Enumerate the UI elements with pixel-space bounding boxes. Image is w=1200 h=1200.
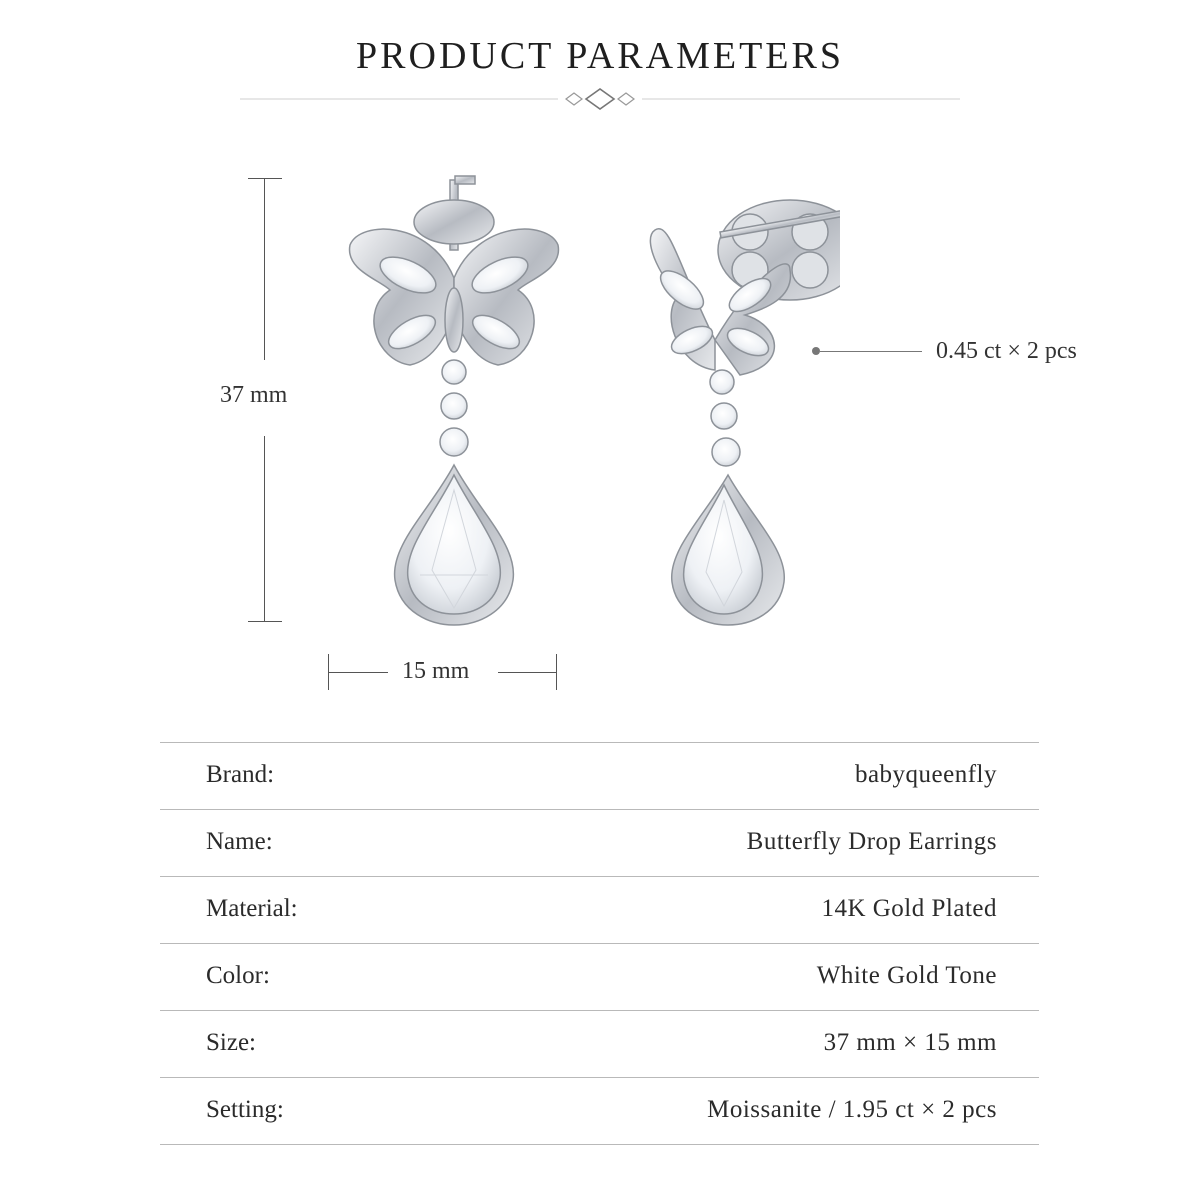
parameters-table	[160, 742, 1039, 1145]
page-title: PRODUCT PARAMETERS	[356, 35, 844, 77]
param-label: Size:	[206, 1029, 256, 1056]
param-label: Name:	[206, 828, 273, 855]
param-row-color	[160, 943, 1039, 1010]
width-dimension-cap-right	[556, 654, 557, 690]
param-value: White Gold Tone	[816, 962, 997, 989]
width-dimension-line-left	[328, 672, 388, 673]
width-dimension-label: 15 mm	[396, 658, 475, 685]
param-label: Setting:	[206, 1096, 284, 1123]
param-label: Color:	[206, 962, 270, 989]
stone-callout-line	[820, 351, 922, 352]
height-dimension-label: 37 mm	[214, 382, 293, 409]
width-dimension-line-right	[498, 672, 556, 673]
stone-callout-label: 0.45 ct × 2 pcs	[936, 338, 1077, 364]
height-dimension-line-upper	[264, 178, 265, 360]
param-label: Brand:	[206, 761, 275, 788]
param-row-size	[160, 1010, 1039, 1077]
param-row-material	[160, 876, 1039, 943]
param-row-setting	[160, 1077, 1039, 1145]
param-value: 14K Gold Plated	[821, 895, 997, 922]
height-dimension-line-lower	[264, 436, 265, 621]
param-value: 37 mm × 15 mm	[823, 1029, 997, 1056]
param-value: Butterfly Drop Earrings	[746, 828, 997, 855]
butterfly-drop-earrings-image	[320, 160, 840, 650]
diamond-ornament-icon	[240, 86, 960, 112]
param-row-brand	[160, 742, 1039, 809]
left-earring	[350, 176, 559, 625]
param-label: Material:	[206, 895, 298, 922]
height-dimension-cap-bottom	[248, 621, 282, 622]
height-dimension-cap-top	[248, 178, 282, 179]
stone-callout-dot	[812, 347, 820, 355]
param-value: babyqueenfly	[854, 761, 997, 788]
param-row-name	[160, 809, 1039, 876]
right-earring	[650, 196, 840, 625]
param-value: Moissanite / 1.95 ct × 2 pcs	[707, 1096, 997, 1123]
